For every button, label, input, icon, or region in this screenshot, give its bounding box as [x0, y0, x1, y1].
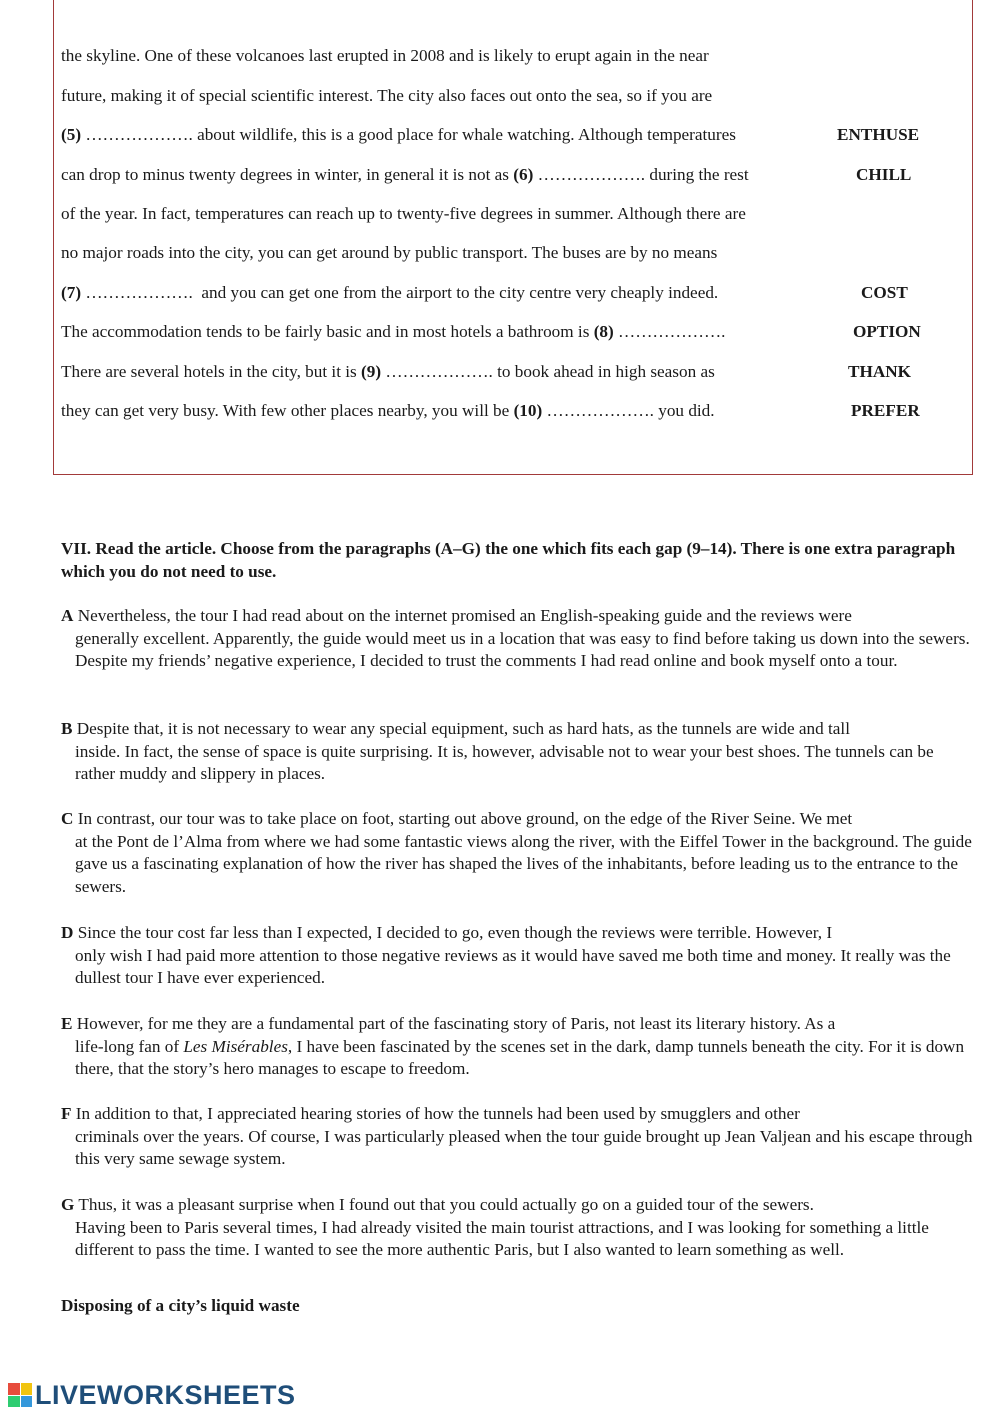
keyword-chill: CHILL [856, 165, 912, 184]
liveworksheets-logo-icon [8, 1383, 32, 1407]
keyword-enthuse: ENTHUSE [837, 125, 920, 144]
paragraph-a: A Nevertheless, the tour I had read about on the internet promised an English-speaking guide and the reviews were generally excellent. Apparently, the guide would meet us in a location that was easy to find before taking us down into the sewers. Despite my friends’ negative experience, I decided to trust the comments I had read online and book myself onto a tour. [61, 606, 970, 671]
gap-8-line: The accommodation tends to be fairly basic and in most hotels a bathroom is (8) ………………. [61, 322, 726, 341]
section-heading: VII. Read the article. Choose from the paragraphs (A–G) the one which fits each gap (9–14). There is one extra paragraph which you do not need to use. [61, 539, 956, 581]
passage-line: future, making it of special scientific interest. The city also faces out onto the sea, so if you are [61, 86, 713, 105]
gap-7-blank[interactable]: ………………. [85, 283, 193, 302]
keyword-prefer: PREFER [851, 401, 920, 420]
paragraph-e: E However, for me they are a fundamental part of the fascinating story of Paris, not least its literary history. As a life-long fan of Les Misérables, I have been fascinated by the scenes set in the dark, damp tunnels beneath the city. For it is down there, that the story’s hero manages to escape to freedom. [61, 1014, 965, 1079]
passage-line: of the year. In fact, temperatures can reach up to twenty-five degrees in summer. Although there are [61, 204, 746, 223]
passage-line: the skyline. One of these volcanoes last erupted in 2008 and is likely to erupt again in the near [61, 46, 709, 65]
paragraph-b: B Despite that, it is not necessary to wear any special equipment, such as hard hats, as the tunnels are wide and tall inside. In fact, the sense of space is quite surprising. It is, however, advisable not to wear your best shoes. The tunnels can be rather muddy and slippery in places. [61, 719, 934, 784]
keyword-thank: THANK [848, 362, 912, 381]
gap-9-blank[interactable]: ………………. [385, 362, 493, 381]
liveworksheets-logo[interactable]: LIVEWORKSHEETS [8, 1380, 296, 1410]
gap-6-line: can drop to minus twenty degrees in winter, in general it is not as (6) ………………. during the rest [61, 165, 749, 184]
gap-5-line: (5) ………………. about wildlife, this is a good place for whale watching. Although temperatures [61, 125, 736, 144]
gap-10-line: they can get very busy. With few other places nearby, you will be (10) ………………. you did. [61, 401, 715, 420]
keyword-option: OPTION [853, 322, 921, 341]
paragraph-g: G Thus, it was a pleasant surprise when I found out that you could actually go on a guided tour of the sewers. Having been to Paris several times, I had already visited the main tourist attractions, and I was looking for something a little different to pass the time. I wanted to see the more authentic Paris, but I also wanted to learn something as well. [61, 1195, 929, 1260]
gap-10-blank[interactable]: ………………. [546, 401, 654, 420]
keyword-cost: COST [861, 283, 908, 302]
gap-9-line: There are several hotels in the city, but it is (9) ………………. to book ahead in high season as [61, 362, 715, 381]
article-subtitle: Disposing of a city’s liquid waste [61, 1296, 300, 1315]
passage-line: no major roads into the city, you can get around by public transport. The buses are by no means [61, 243, 718, 262]
paragraph-d: D Since the tour cost far less than I expected, I decided to go, even though the reviews were terrible. However, I only wish I had paid more attention to those negative reviews as it would have saved me both time and money. It really was the dullest tour I have ever experienced. [61, 923, 951, 988]
gap-7-line: (7) ………………. and you can get one from the airport to the city centre very cheaply indeed. [61, 283, 719, 302]
paragraph-c: C In contrast, our tour was to take place on foot, starting out above ground, on the edge of the River Seine. We met at the Pont de l’Alma from where we had some fantastic views along the river, with the Eiffel Tower in the background. The guide gave us a fascinating explanation of how the river has shaped the lives of the inhabitants, before leading us to the entrance to the sewers. [61, 809, 972, 896]
gap-6-blank[interactable]: ………………. [537, 165, 646, 184]
paragraph-f: F In addition to that, I appreciated hearing stories of how the tunnels had been used by smugglers and other criminals over the years. Of course, I was particularly pleased when the tour guide brought up Jean Valjean and his escape through this very same sewage system. [61, 1104, 973, 1169]
book-title: Les Misérables [183, 1036, 288, 1056]
gap-8-blank[interactable]: ………………. [618, 322, 726, 341]
gap-5-blank[interactable]: ………………. [85, 125, 193, 144]
